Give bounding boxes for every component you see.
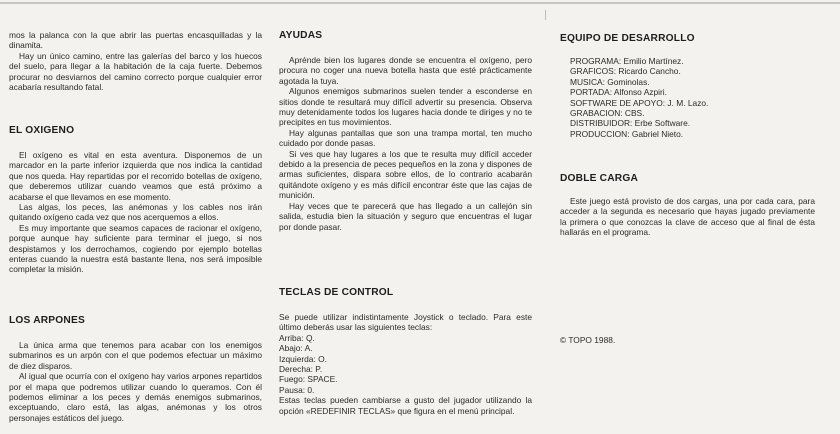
credit-line: MUSICA: Gominolas. — [570, 76, 650, 87]
tecla-item: Pausa: 0. — [279, 384, 315, 395]
section-title-teclas: TECLAS DE CONTROL — [279, 287, 394, 298]
oxigeno-text — [9, 150, 262, 275]
section-title-ayudas: AYUDAS — [279, 30, 323, 41]
tecla-item: Derecha: P. — [279, 364, 323, 375]
tecla-item: Abajo: A. — [279, 343, 313, 354]
tecla-item: Izquierda: O. — [279, 353, 327, 364]
section-title-oxigeno: EL OXIGENO — [9, 125, 75, 136]
copyright-text: © TOPO 1988. — [560, 335, 616, 345]
tecla-item: Arriba: Q. — [279, 332, 315, 343]
arpones-paragraph: La única arma que tenemos para acabar con los enemigos submarinos es un arpón con el que podemos efectuar un máximo de diez disparos. — [9, 340, 262, 371]
top-rule — [0, 2, 840, 4]
intro-paragraph: Hay un único camino, entre las galerías del barco y los huecos del suelo, para llegar a la habitación de la caja fuerte. Debemos procurar no desviarnos del camino correcto porque cualquier error acabaría resultando fatal. — [9, 50, 262, 93]
credit-line: DISTRIBUIDOR: Erbe Software. — [570, 118, 691, 129]
doble-carga-text — [560, 196, 815, 238]
credit-line: PROGRAMA: Emilio Martínez. — [570, 56, 684, 66]
credit-line: PRODUCCION: Gabriel Nieto. — [570, 128, 684, 139]
intro-text — [9, 30, 262, 92]
oxigeno-paragraph: Las algas, los peces, las anémonas y los cables nos irán quitando oxígeno cada vez que nos acerquemos a ellos. — [9, 202, 262, 223]
intro-paragraph: mos la palanca con la que abrir las puertas encasquilladas y la dinamita. — [9, 30, 262, 51]
credit-line: SOFTWARE DE APOYO: J. M. Lazo. — [570, 97, 709, 108]
section-title-arpones: LOS ARPONES — [9, 315, 85, 326]
section-title-doble-carga: DOBLE CARGA — [560, 173, 639, 184]
ayudas-paragraph: Aprénde bien los lugares donde se encuentra el oxígeno, pero procura no coger una nueva botella hasta que esté prácticamente agotada la tuya. — [279, 55, 532, 86]
teclas-outro: Estas teclas pueden cambiarse a gusto del jugador utilizando la opción «REDEFINIR TECLAS» que figura en el menú principal. — [279, 395, 532, 416]
ayudas-paragraph: Hay veces que te parecerá que has llegado a un callejón sin salida, estudia bien la situación y seguro que encuentras el lugar por donde pasar. — [279, 200, 532, 232]
tecla-item: Fuego: SPACE. — [279, 374, 338, 385]
credit-line: GRABACION: CBS. — [570, 108, 645, 119]
ayudas-paragraph: Algunos enemigos submarinos suelen tender a esconderse en sitios donde te resultará muy difícil advertir su presencia. Observa muy detenidamente todos los lugares hacia donde te diriges y no te precipites en tus movimientos. — [279, 86, 532, 128]
arpones-paragraph: Al igual que ocurría con el oxígeno hay varios arpones repartidos por el mapa que podremos utilizar cuando lo queramos. Con él podemos eliminar a los peces y demás enemigos submarinos, exceptuando, claro está, las algas, anémonas y los otros personajes estáticos del juego. — [9, 371, 262, 423]
teclas-text — [279, 312, 532, 416]
arpones-text — [9, 340, 262, 423]
oxigeno-paragraph: El oxígeno es vital en esta aventura. Disponemos de un marcador en la parte inferior izquierda que nos indica la cantidad que nos queda. Hay repartidas por el recorrido botellas de oxígeno, que deberemos utilizar cuando veamos que está próximo a acabarse el que llevamos en ese momento. — [9, 150, 262, 202]
credit-line: GRAFICOS: Ricardo Cancho. — [570, 66, 681, 77]
doble-carga-paragraph: Este juego está provisto de dos cargas, una por cada cara, para acceder a la segunda es necesario que hayas jugado previamente la primera o que conozcas la clave de acceso que al final de ésta hallarás en el programa. — [560, 196, 815, 238]
credit-line: PORTADA: Alfonso Azpiri. — [570, 87, 667, 98]
ayudas-paragraph: Si ves que hay lugares a los que te resulta muy difícil acceder debido a la presencia de peces pequeños en la zona y dispones de armas suficientes, dispara sobre ellos, de lo contrario acabarán quitándote oxígeno y es más difícil encontrar éste que las cajas de munición. — [279, 148, 532, 201]
copyright — [560, 335, 815, 345]
equipo-list — [570, 56, 825, 139]
oxigeno-paragraph: Es muy importante que seamos capaces de racionar el oxígeno, porque aunque hay suficiente para terminar el juego, si nos despistamos y los derrochamos, cogiendo por ejemplo botellas enteras cuando la nuestra está bastante llena, nos será imposible completar la misión. — [9, 222, 262, 275]
fold-mark — [545, 10, 546, 20]
teclas-intro: Se puede utilizar indistintamente Joystick o teclado. Para este último deberás usar las siguientes teclas: — [279, 312, 532, 333]
ayudas-text — [279, 55, 532, 232]
ayudas-paragraph: Hay algunas pantallas que son una trampa mortal, ten mucho cuidado por donde pasas. — [279, 127, 532, 149]
section-title-equipo: EQUIPO DE DESARROLLO — [560, 33, 695, 44]
